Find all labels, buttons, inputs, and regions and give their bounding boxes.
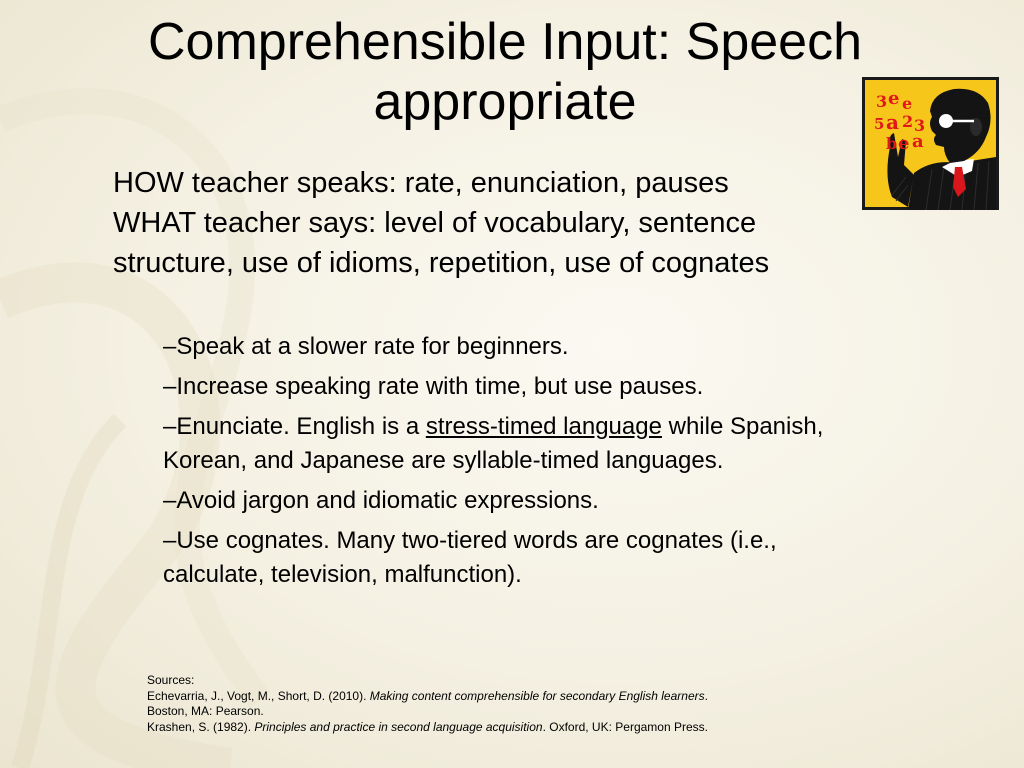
slide-title	[60, 12, 950, 132]
bullet-list	[163, 330, 963, 598]
bullet-text-line-2: calculate, television, malfunction).	[163, 561, 522, 588]
list-item	[163, 330, 963, 364]
list-item	[163, 524, 963, 592]
citation-title: Making content comprehensible for secondary English learners	[369, 688, 705, 703]
intro-line-how: HOW teacher speaks: rate, enunciation, pauses	[113, 167, 729, 199]
bullet-text-line-1	[163, 410, 963, 444]
bullet-text-line-2: Korean, and Japanese are syllable-timed languages.	[163, 447, 724, 474]
svg-text:b: b	[886, 134, 898, 153]
title-line-2: appropriate	[373, 73, 637, 131]
intro-line-what-cont: structure, use of idioms, repetition, use of cognates	[113, 247, 770, 279]
citation-end: .	[704, 688, 708, 703]
list-item	[163, 484, 963, 518]
svg-text:e: e	[902, 94, 913, 113]
title-line-1: Comprehensible Input: Speech	[147, 13, 862, 71]
bullet-text: –Enunciate. English is a	[163, 413, 426, 440]
bullet-text: –Increase speaking rate with time, but use pauses.	[163, 373, 704, 400]
source-citation	[147, 720, 947, 736]
list-item	[163, 370, 963, 404]
svg-text:e: e	[898, 133, 910, 154]
svg-text:5: 5	[874, 115, 885, 133]
citation-end: . Oxford, UK: Pergamon Press.	[542, 719, 708, 734]
sources-label: Sources:	[147, 673, 195, 687]
intro-line-what: WHAT teacher says: level of vocabulary, sentence	[113, 207, 757, 239]
svg-text:2: 2	[902, 112, 914, 131]
source-citation	[147, 689, 947, 705]
citation-title: Principles and practice in second language acquisition	[254, 719, 543, 734]
source-citation-cont: Boston, MA: Pearson.	[147, 704, 264, 718]
svg-text:a: a	[886, 110, 899, 134]
intro-text	[113, 163, 913, 283]
citation-authors: Krashen, S. (1982).	[147, 719, 255, 734]
svg-text:3: 3	[876, 92, 888, 111]
bullet-text: –Speak at a slower rate for beginners.	[163, 333, 569, 360]
citation-authors: Echevarria, J., Vogt, M., Short, D. (2010).	[147, 688, 370, 703]
bullet-text: –Avoid jargon and idiomatic expressions.	[163, 487, 599, 514]
list-item	[163, 410, 963, 478]
svg-text:a: a	[912, 131, 924, 152]
bullet-text: while Spanish,	[661, 413, 824, 440]
svg-text:e: e	[888, 88, 900, 109]
stress-timed-language-link[interactable]: stress-timed language	[425, 413, 662, 440]
sources-block	[147, 673, 947, 735]
svg-text:3: 3	[914, 116, 926, 135]
bullet-text-line-1: –Use cognates. Many two-tiered words are cognates (i.e.,	[163, 527, 777, 554]
